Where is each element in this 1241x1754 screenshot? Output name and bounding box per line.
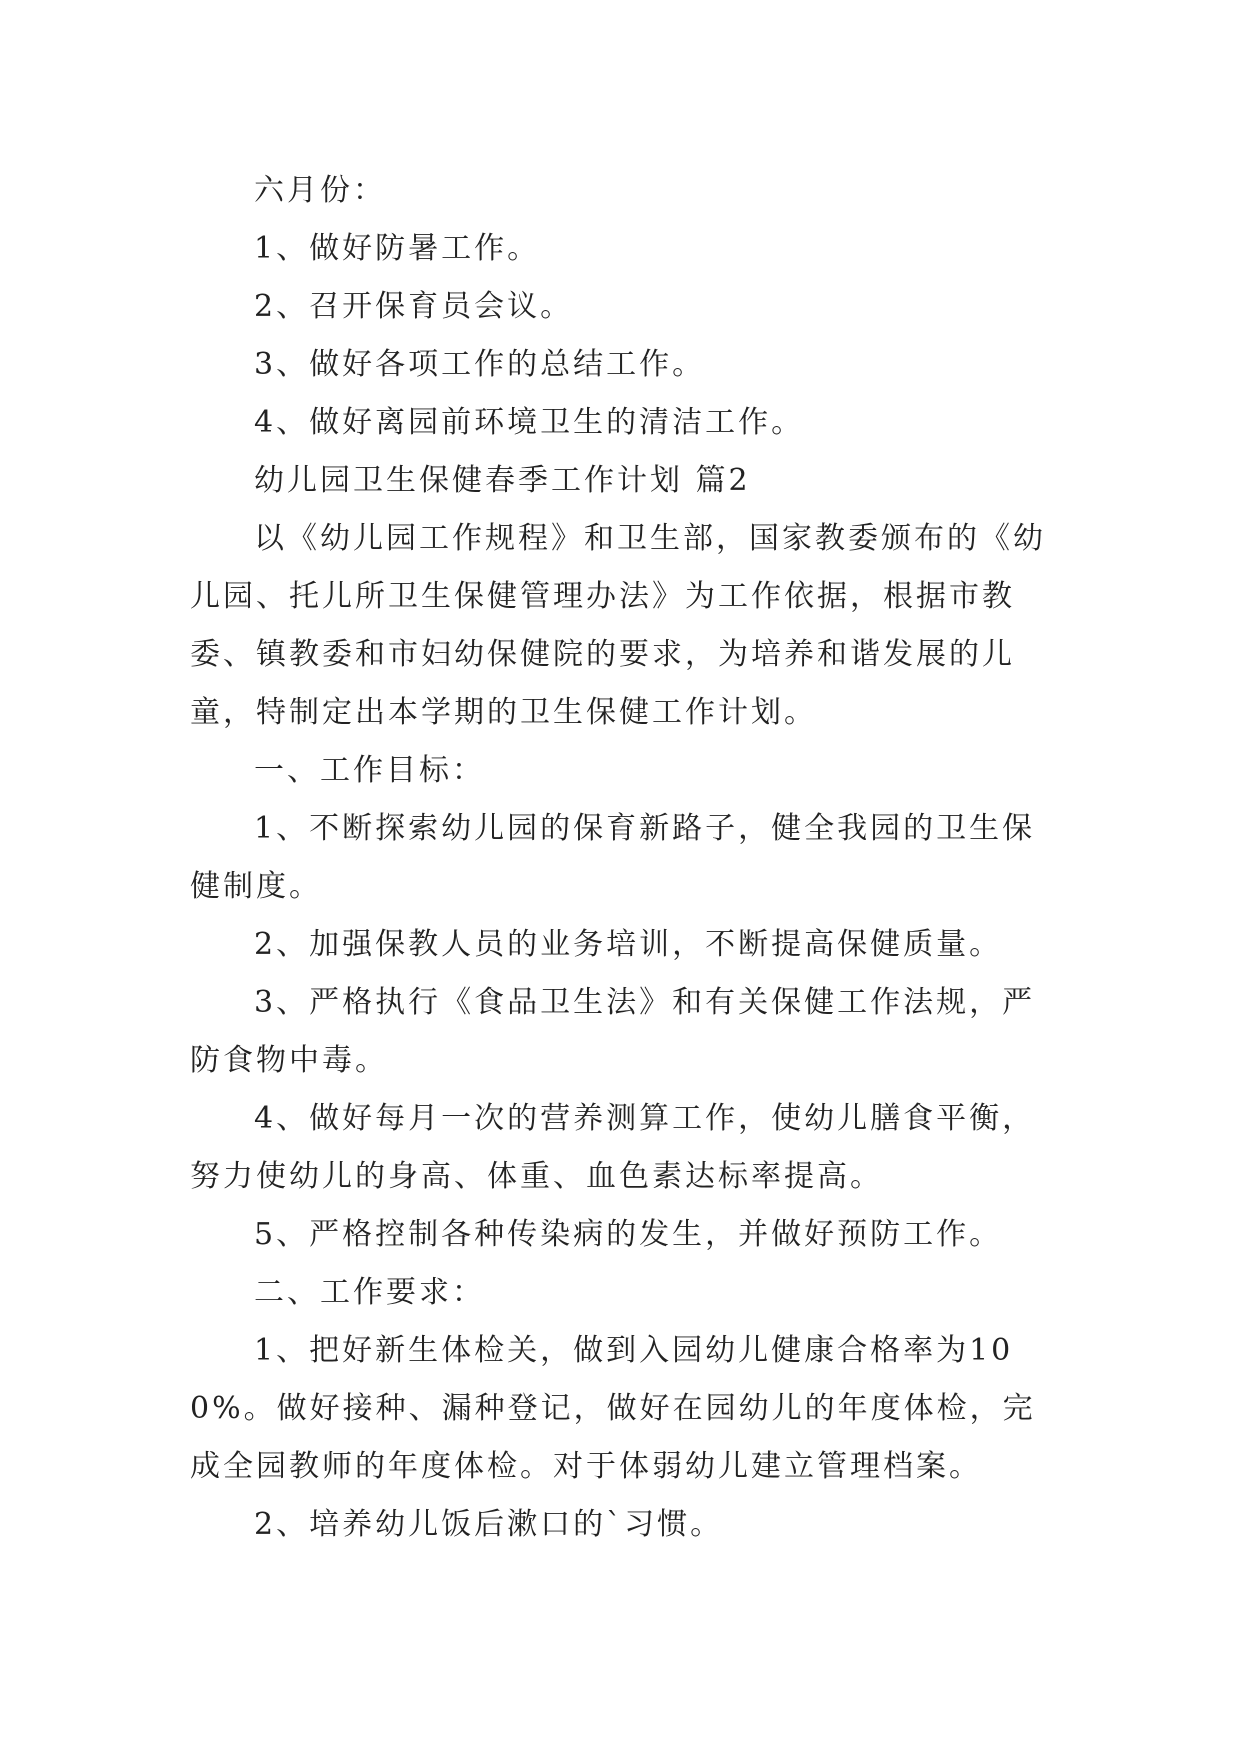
document-body [190,162,1050,1554]
requirement-item-2: 2、培养幼儿饭后漱口的`习惯。 [254,1507,724,1542]
paragraph-intro: 以《幼儿园工作规程》和卫生部，国家教委颁布的《幼儿园、托儿所卫生保健管理办法》为工作依据，根据市教委、镇教委和市妇幼保健院的要求，为培养和谐发展的儿童，特制定出本学期的卫生保健工作计划。 [190,521,1046,730]
paragraph-june-item-3: 3、做好各项工作的总结工作。 [254,347,706,382]
paragraph-june-item-2: 2、召开保育员会议。 [254,289,574,324]
heading-goals: 一、工作目标： [254,753,485,788]
requirement-item-1: 1、把好新生体检关，做到入园幼儿健康合格率为100%。做好接种、漏种登记，做好在园幼儿的年度体检，完成全园教师的年度体检。对于体弱幼儿建立管理档案。 [190,1333,1036,1484]
heading-requirements: 二、工作要求： [254,1275,485,1310]
paragraph-june-item-1: 1、做好防暑工作。 [254,231,541,266]
paragraph-june-heading: 六月份： [254,173,386,208]
paragraph-june-item-4: 4、做好离园前环境卫生的清洁工作。 [254,405,805,440]
goal-item-2: 2、加强保教人员的业务培训，不断提高保健质量。 [254,927,1003,962]
goal-item-1: 1、不断探索幼儿园的保育新路子，健全我园的卫生保健制度。 [190,811,1036,904]
goal-item-3: 3、严格执行《食品卫生法》和有关保健工作法规，严防食物中毒。 [190,985,1036,1078]
goal-item-4: 4、做好每月一次的营养测算工作，使幼儿膳食平衡，努力使幼儿的身高、体重、血色素达标率提高。 [190,1101,1036,1194]
section-title: 幼儿园卫生保健春季工作计划 篇2 [254,463,751,498]
goal-item-5: 5、严格控制各种传染病的发生，并做好预防工作。 [254,1217,1003,1252]
